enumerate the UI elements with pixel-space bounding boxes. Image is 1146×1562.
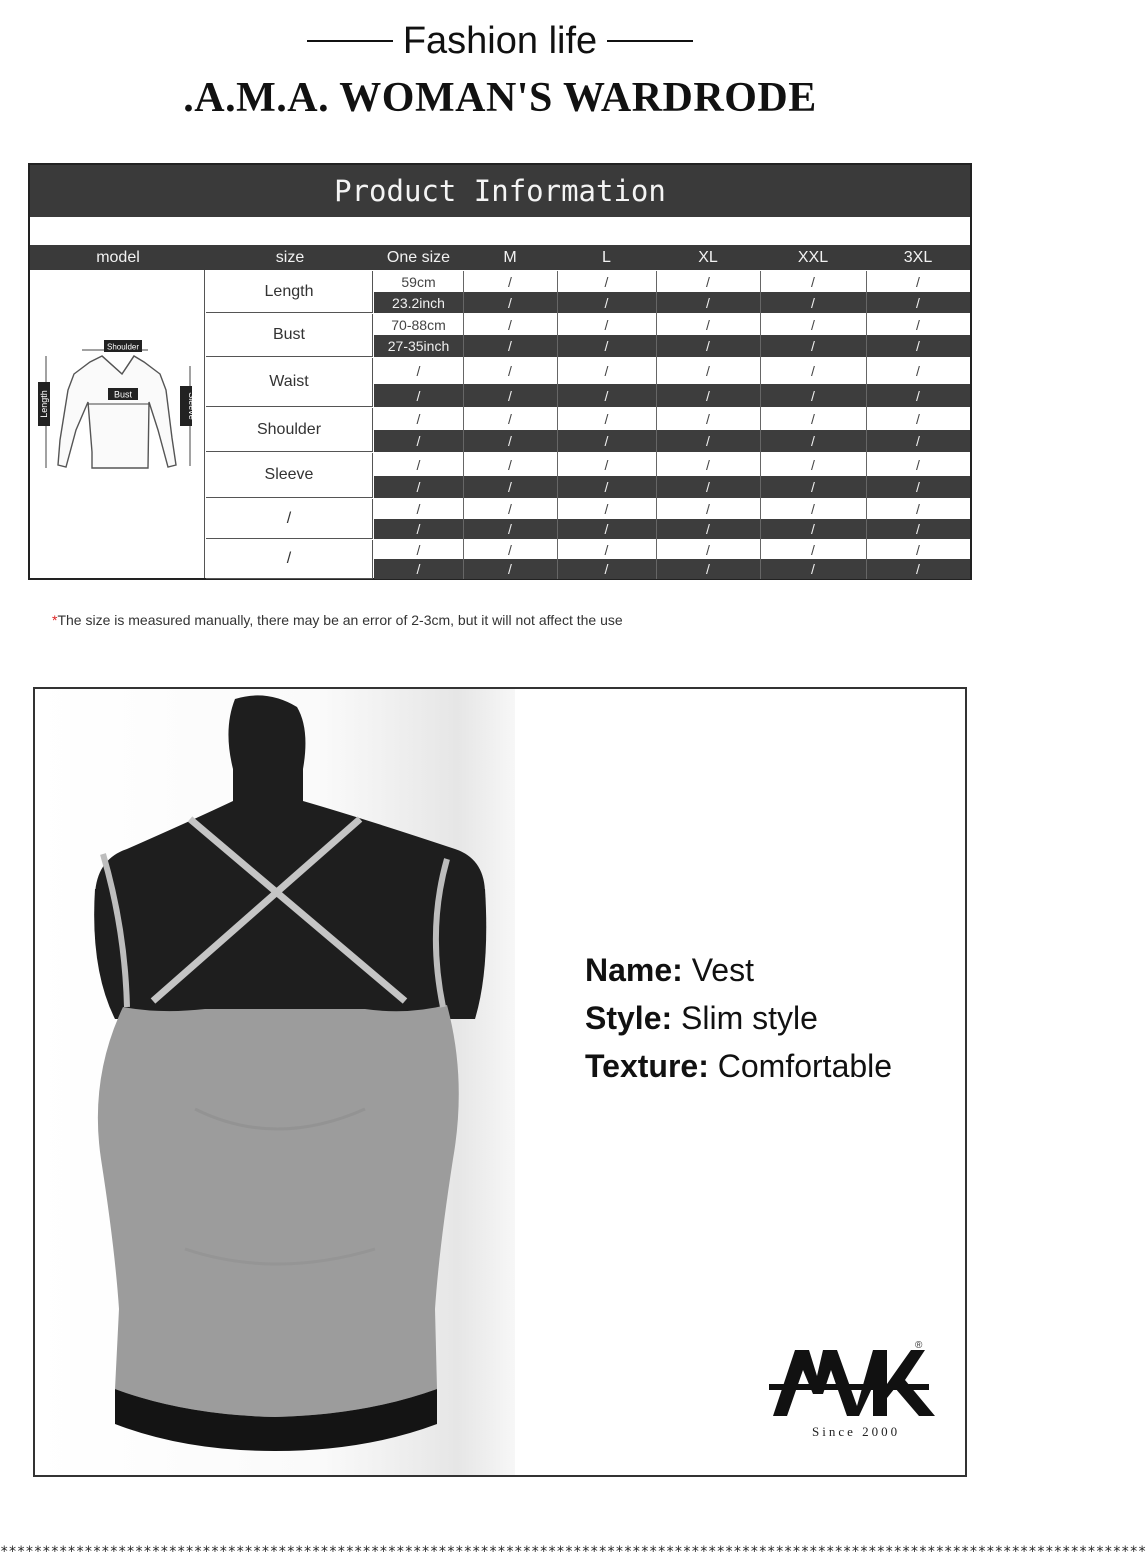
table-cell-cm: / — [374, 408, 463, 430]
name-label: Name: — [585, 952, 683, 988]
note-text: The size is measured manually, there may be an error of 2-3cm, but it will not affect the use — [57, 612, 623, 628]
table-cell-cm: / — [463, 271, 557, 292]
table-cell-cm: / — [760, 540, 866, 559]
table-cell-inch: / — [656, 519, 760, 539]
name-value: Vest — [691, 952, 754, 988]
column-header-xxl: XXL — [797, 249, 829, 266]
table-cell-inch: / — [656, 384, 760, 407]
right-rule — [607, 40, 693, 42]
table-cell-cm: / — [760, 271, 866, 292]
table-cell-inch: / — [760, 519, 866, 539]
header-subtitle-row — [0, 16, 1000, 66]
column-header-3xl: 3XL — [903, 249, 933, 266]
footer-star-divider: **************************************************************************************************************************************** — [0, 1544, 1146, 1560]
table-cell-cm: / — [463, 453, 557, 476]
registered-mark: ® — [915, 1340, 923, 1351]
table-cell-inch: / — [557, 384, 656, 407]
column-header-model: model — [96, 249, 140, 266]
column-header-row — [30, 245, 970, 270]
table-cell-inch: / — [374, 384, 463, 407]
table-cell-cm: / — [557, 271, 656, 292]
table-cell-inch: / — [866, 292, 970, 313]
table-cell-cm: / — [760, 453, 866, 476]
table-cell-cm: / — [656, 314, 760, 335]
table-cell-cm: / — [866, 453, 970, 476]
grid-divider — [760, 271, 761, 579]
table-cell-cm: / — [463, 540, 557, 559]
table-cell-cm: / — [760, 499, 866, 519]
product-info — [585, 946, 892, 1090]
texture-value: Comfortable — [717, 1048, 893, 1084]
table-cell-inch: / — [557, 559, 656, 579]
table-cell-cm: / — [463, 314, 557, 335]
table-cell-inch: / — [374, 430, 463, 452]
table-cell-inch: / — [557, 430, 656, 452]
table-cell-cm: / — [463, 408, 557, 430]
shirt-measure-diagram-icon — [30, 270, 205, 578]
size-row-label: Length — [206, 271, 373, 313]
column-header-xl: XL — [698, 249, 718, 266]
table-cell-cm: / — [557, 453, 656, 476]
product-name-line — [585, 946, 892, 994]
size-row-label: / — [206, 499, 373, 539]
table-cell-cm: / — [557, 499, 656, 519]
table-cell-cm: / — [760, 314, 866, 335]
table-cell-cm: / — [374, 358, 463, 384]
product-photo — [35, 689, 515, 1475]
size-row-label: Shoulder — [206, 408, 373, 452]
table-cell-cm: / — [656, 453, 760, 476]
note-star: * — [52, 612, 58, 628]
table-cell-cm: / — [866, 540, 970, 559]
left-rule — [307, 40, 393, 42]
table-cell-cm: / — [760, 358, 866, 384]
column-header-size: size — [275, 249, 305, 266]
table-cell-inch: / — [463, 292, 557, 313]
model-diagram-cell — [30, 270, 205, 578]
size-row-label: / — [206, 540, 373, 579]
table-cell-inch: / — [463, 430, 557, 452]
vest-on-mannequin-image — [35, 689, 515, 1475]
table-cell-inch: / — [463, 559, 557, 579]
table-cell-inch: 23.2inch — [374, 292, 463, 313]
size-row-label: Sleeve — [206, 453, 373, 498]
column-header-m: M — [503, 249, 517, 266]
table-cell-inch: / — [557, 476, 656, 498]
table-cell-inch: / — [557, 292, 656, 313]
table-cell-inch: / — [557, 519, 656, 539]
size-row-label: Bust — [206, 314, 373, 357]
table-cell-cm: / — [557, 408, 656, 430]
table-cell-inch: / — [760, 335, 866, 357]
since-year-label: Since 2000 — [812, 1424, 901, 1439]
table-cell-cm: / — [866, 271, 970, 292]
table-cell-inch: / — [866, 430, 970, 452]
table-cell-cm: / — [463, 358, 557, 384]
table-cell-inch: / — [656, 335, 760, 357]
table-cell-inch: / — [463, 519, 557, 539]
table-cell-inch: / — [866, 559, 970, 579]
table-cell-inch: / — [760, 384, 866, 407]
product-information-table — [28, 163, 972, 580]
column-header-one-size: One size — [386, 249, 451, 266]
table-cell-cm: 59cm — [374, 271, 463, 292]
grid-divider — [463, 271, 464, 579]
table-cell-cm: / — [866, 358, 970, 384]
diagram-length-label: Length — [39, 390, 49, 418]
table-cell-inch: / — [656, 476, 760, 498]
table-cell-inch: / — [760, 476, 866, 498]
style-label: Style: — [585, 1000, 673, 1036]
table-cell-inch: / — [557, 335, 656, 357]
table-cell-cm: / — [374, 453, 463, 476]
column-header-l: L — [602, 249, 611, 266]
table-cell-cm: / — [463, 499, 557, 519]
table-cell-inch: / — [866, 519, 970, 539]
style-value: Slim style — [681, 1000, 818, 1036]
table-cell-inch: / — [760, 559, 866, 579]
product-style-line — [585, 994, 892, 1042]
table-cell-cm: / — [374, 540, 463, 559]
table-cell-inch: / — [463, 335, 557, 357]
table-cell-cm: / — [557, 540, 656, 559]
table-cell-inch: / — [374, 476, 463, 498]
table-cell-cm: / — [656, 358, 760, 384]
table-cell-inch: / — [463, 476, 557, 498]
diagram-shoulder-label: Shoulder — [106, 342, 140, 352]
table-cell-inch: / — [374, 559, 463, 579]
table-cell-cm: / — [656, 540, 760, 559]
table-cell-cm: / — [656, 499, 760, 519]
measurement-note — [52, 612, 623, 628]
table-cell-inch: / — [374, 519, 463, 539]
table-cell-cm: / — [866, 499, 970, 519]
table-cell-inch: / — [463, 384, 557, 407]
table-cell-cm: / — [656, 408, 760, 430]
table-cell-cm: / — [374, 499, 463, 519]
table-cell-inch: / — [866, 335, 970, 357]
table-cell-inch: / — [656, 559, 760, 579]
table-cell-cm: / — [557, 358, 656, 384]
table-cell-inch: / — [760, 430, 866, 452]
header-subtitle: Fashion life — [402, 19, 598, 62]
table-cell-cm: / — [866, 314, 970, 335]
table-cell-inch: / — [656, 430, 760, 452]
table-cell-cm: / — [557, 314, 656, 335]
table-cell-inch: / — [656, 292, 760, 313]
brand-title: .A.M.A. WOMAN'S WARDRODE — [183, 75, 817, 121]
grid-divider — [656, 271, 657, 579]
grid-divider — [557, 271, 558, 579]
table-cell-cm: / — [760, 408, 866, 430]
table-cell-cm: 70-88cm — [374, 314, 463, 335]
table-cell-cm: / — [656, 271, 760, 292]
table-cell-inch: 27-35inch — [374, 335, 463, 357]
diagram-bust-label: Bust — [113, 389, 133, 400]
table-cell-inch: / — [866, 384, 970, 407]
table-title: Product Information — [30, 165, 970, 217]
table-cell-inch: / — [866, 476, 970, 498]
diagram-sleeve-label: Sleeve — [187, 392, 197, 420]
size-row-label: Waist — [206, 358, 373, 407]
texture-label: Texture: — [585, 1048, 709, 1084]
product-texture-line — [585, 1042, 892, 1090]
grid-divider — [866, 271, 867, 579]
table-cell-cm: / — [866, 408, 970, 430]
table-cell-inch: / — [760, 292, 866, 313]
